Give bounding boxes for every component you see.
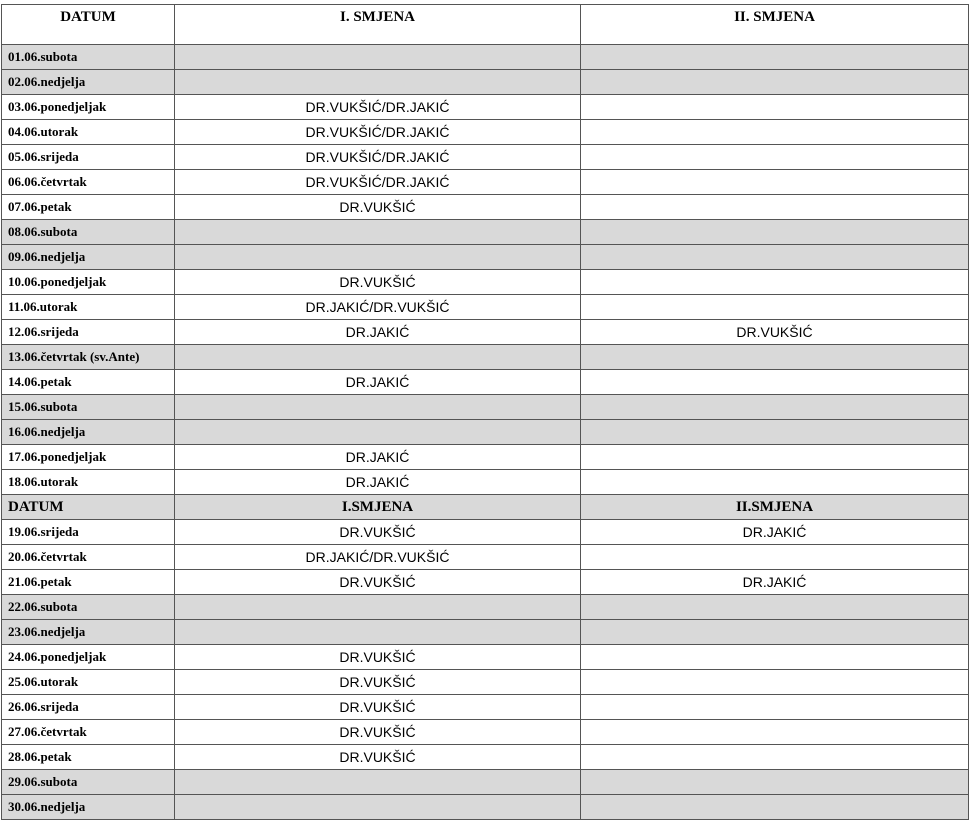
table-row: [2, 145, 969, 170]
smjena-1-cell: [175, 45, 581, 70]
table-row: [2, 345, 969, 370]
date-cell: 10.06.ponedjeljak: [2, 270, 175, 295]
date-cell: 11.06.utorak: [2, 295, 175, 320]
schedule-body: [2, 5, 969, 820]
table-row: [2, 195, 969, 220]
smjena-1-cell: DR.VUKŠIĆ: [175, 745, 581, 770]
date-cell: 24.06.ponedjeljak: [2, 645, 175, 670]
table-row: [2, 295, 969, 320]
smjena-1-cell: DR.JAKIĆ: [175, 320, 581, 345]
date-cell: 25.06.utorak: [2, 670, 175, 695]
table-row: [2, 120, 969, 145]
smjena-1-cell: DR.JAKIĆ/DR.VUKŠIĆ: [175, 545, 581, 570]
date-cell: 03.06.ponedjeljak: [2, 95, 175, 120]
smjena-1-cell: DR.VUKŠIĆ: [175, 670, 581, 695]
smjena-2-cell: [581, 345, 969, 370]
smjena-1-cell: [175, 620, 581, 645]
table-row: [2, 245, 969, 270]
smjena-2-cell: [581, 720, 969, 745]
date-cell: 26.06.srijeda: [2, 695, 175, 720]
smjena-1-cell: DR.VUKŠIĆ: [175, 270, 581, 295]
table-row: [2, 70, 969, 95]
table-row: [2, 720, 969, 745]
table-row: [2, 395, 969, 420]
date-cell: 19.06.srijeda: [2, 520, 175, 545]
smjena-1-cell: DR.VUKŠIĆ/DR.JAKIĆ: [175, 120, 581, 145]
table-row: [2, 695, 969, 720]
date-cell: 04.06.utorak: [2, 120, 175, 145]
smjena-2-cell: [581, 370, 969, 395]
date-cell: 09.06.nedjelja: [2, 245, 175, 270]
smjena-1-cell: [175, 395, 581, 420]
smjena-2-cell: [581, 95, 969, 120]
table-row: [2, 170, 969, 195]
date-cell: 17.06.ponedjeljak: [2, 445, 175, 470]
date-cell: 20.06.četvrtak: [2, 545, 175, 570]
header-datum: DATUM: [2, 5, 175, 45]
smjena-1-cell: DR.VUKŠIĆ: [175, 570, 581, 595]
table-row: [2, 770, 969, 795]
table-row: [2, 670, 969, 695]
smjena-2-cell: [581, 770, 969, 795]
smjena-1-cell: DR.VUKŠIĆ: [175, 645, 581, 670]
smjena-1-cell: [175, 345, 581, 370]
smjena-2-cell: DR.VUKŠIĆ: [581, 320, 969, 345]
table-row: [2, 95, 969, 120]
smjena-2-cell: [581, 445, 969, 470]
smjena-1-cell: DR.JAKIĆ: [175, 370, 581, 395]
date-cell: 02.06.nedjelja: [2, 70, 175, 95]
table-row: [2, 445, 969, 470]
smjena-1-cell: [175, 220, 581, 245]
smjena-2-cell: [581, 795, 969, 820]
smjena-1-cell: [175, 245, 581, 270]
table-row: [2, 420, 969, 445]
smjena-2-cell: [581, 295, 969, 320]
table-row: [2, 370, 969, 395]
table-row: [2, 45, 969, 70]
smjena-2-cell: [581, 545, 969, 570]
smjena-2-cell: [581, 220, 969, 245]
smjena-2-cell: [581, 395, 969, 420]
date-cell: 14.06.petak: [2, 370, 175, 395]
smjena-2-cell: [581, 245, 969, 270]
smjena-2-cell: [581, 145, 969, 170]
header-row: [2, 5, 969, 45]
smjena-2-cell: [581, 45, 969, 70]
smjena-2-cell: [581, 420, 969, 445]
date-cell: 18.06.utorak: [2, 470, 175, 495]
table-row: [2, 270, 969, 295]
date-cell: 16.06.nedjelja: [2, 420, 175, 445]
smjena-2-cell: [581, 695, 969, 720]
smjena-2-cell: [581, 270, 969, 295]
smjena-2-cell: [581, 170, 969, 195]
date-cell: 21.06.petak: [2, 570, 175, 595]
smjena-1-cell: DR.VUKŠIĆ: [175, 695, 581, 720]
table-row: [2, 520, 969, 545]
table-row: [2, 470, 969, 495]
table-row: [2, 645, 969, 670]
smjena-1-cell: [175, 770, 581, 795]
header2-smjena-1: I.SMJENA: [175, 495, 581, 520]
date-cell: 01.06.subota: [2, 45, 175, 70]
smjena-1-cell: [175, 70, 581, 95]
smjena-1-cell: DR.VUKŠIĆ/DR.JAKIĆ: [175, 145, 581, 170]
table-row: [2, 795, 969, 820]
smjena-2-cell: DR.JAKIĆ: [581, 520, 969, 545]
smjena-1-cell: DR.VUKŠIĆ: [175, 520, 581, 545]
date-cell: 05.06.srijeda: [2, 145, 175, 170]
date-cell: 23.06.nedjelja: [2, 620, 175, 645]
date-cell: 30.06.nedjelja: [2, 795, 175, 820]
smjena-1-cell: DR.JAKIĆ/DR.VUKŠIĆ: [175, 295, 581, 320]
table-row: [2, 595, 969, 620]
header2-datum: DATUM: [2, 495, 175, 520]
date-cell: 29.06.subota: [2, 770, 175, 795]
smjena-1-cell: [175, 595, 581, 620]
smjena-1-cell: DR.JAKIĆ: [175, 445, 581, 470]
smjena-1-cell: [175, 420, 581, 445]
smjena-1-cell: DR.JAKIĆ: [175, 470, 581, 495]
smjena-1-cell: DR.VUKŠIĆ/DR.JAKIĆ: [175, 95, 581, 120]
header-smjena-2: II. SMJENA: [581, 5, 969, 45]
smjena-1-cell: DR.VUKŠIĆ: [175, 720, 581, 745]
date-cell: 06.06.četvrtak: [2, 170, 175, 195]
header2-smjena-2: II.SMJENA: [581, 495, 969, 520]
smjena-2-cell: [581, 620, 969, 645]
table-row: [2, 320, 969, 345]
smjena-2-cell: [581, 670, 969, 695]
smjena-2-cell: [581, 595, 969, 620]
table-row: [2, 745, 969, 770]
table-row: [2, 620, 969, 645]
smjena-2-cell: [581, 745, 969, 770]
table-row: [2, 570, 969, 595]
date-cell: 28.06.petak: [2, 745, 175, 770]
smjena-1-cell: [175, 795, 581, 820]
smjena-1-cell: DR.VUKŠIĆ/DR.JAKIĆ: [175, 170, 581, 195]
smjena-1-cell: DR.VUKŠIĆ: [175, 195, 581, 220]
date-cell: 12.06.srijeda: [2, 320, 175, 345]
smjena-2-cell: [581, 470, 969, 495]
smjena-2-cell: [581, 120, 969, 145]
smjena-2-cell: [581, 645, 969, 670]
table-row: [2, 545, 969, 570]
table-row: [2, 220, 969, 245]
date-cell: 27.06.četvrtak: [2, 720, 175, 745]
date-cell: 22.06.subota: [2, 595, 175, 620]
date-cell: 15.06.subota: [2, 395, 175, 420]
date-cell: 13.06.četvrtak (sv.Ante): [2, 345, 175, 370]
header-smjena-1: I. SMJENA: [175, 5, 581, 45]
smjena-2-cell: DR.JAKIĆ: [581, 570, 969, 595]
smjena-2-cell: [581, 70, 969, 95]
date-cell: 08.06.subota: [2, 220, 175, 245]
date-cell: 07.06.petak: [2, 195, 175, 220]
header-row-2: [2, 495, 969, 520]
smjena-2-cell: [581, 195, 969, 220]
shift-schedule-table: [1, 4, 969, 820]
